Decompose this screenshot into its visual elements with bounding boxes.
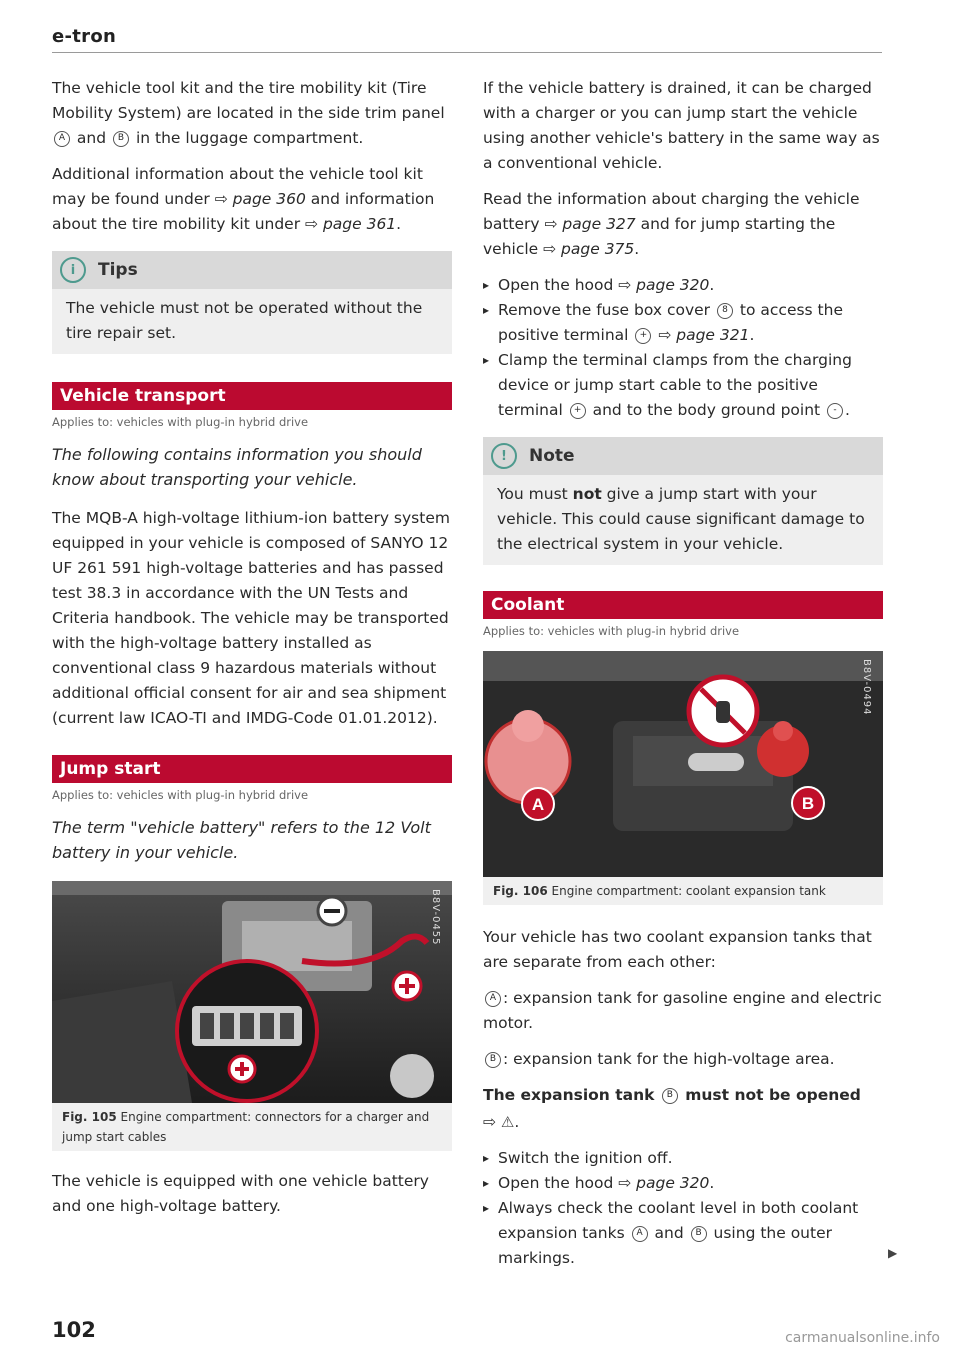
section-heading-vehicle-transport: Vehicle transport: [52, 382, 452, 410]
engine-connectors-photo: [52, 881, 452, 1103]
figure-105: [52, 881, 452, 1151]
jump-start-steps: [483, 273, 883, 423]
figure-id-label: B8V-0455: [430, 889, 441, 946]
battery-info-paragraph: The vehicle is equipped with one vehicle battery and one high-voltage battery.: [52, 1172, 429, 1215]
right-column: [483, 76, 883, 1283]
note-title: Note: [529, 445, 575, 466]
applies-to-note: Applies to: vehicles with plug-in hybrid drive: [483, 624, 740, 638]
callout-a: A: [485, 991, 501, 1007]
callout-b: B: [662, 1088, 678, 1104]
left-column: [52, 76, 452, 1230]
callout-b: B: [691, 1226, 707, 1242]
page-ref-link[interactable]: ⇨ page 361: [305, 215, 397, 233]
callout-a: A: [632, 1226, 648, 1242]
continue-arrow-icon: ▶: [888, 1246, 898, 1260]
tank-a-paragraph: A : expansion tank for gasoline engine and electric motor.: [483, 989, 882, 1032]
callout-a: A: [54, 131, 70, 147]
figure-caption: Fig. 106 Engine compartment: coolant expansion tank: [483, 877, 883, 905]
page-ref-link[interactable]: ⇨ page 327: [544, 215, 636, 233]
note-text: You must not give a jump start with your vehicle. This could cause significant damage to the electrical system in your vehicle.: [483, 475, 883, 565]
additional-info-paragraph: Additional information about the vehicle tool kit may be found under ⇨ page 360 and information about the tire mobility kit under ⇨ page 361.: [52, 165, 435, 233]
page-ref-link[interactable]: ⇨ page 360: [214, 190, 306, 208]
tips-text: The vehicle must not be operated without the tire repair set.: [52, 289, 452, 354]
plus-terminal-icon: +: [570, 403, 586, 419]
applies-to-note: Applies to: vehicles with plug-in hybrid drive: [52, 788, 309, 802]
list-item: ▸ Open the hood ⇨ page 320.: [483, 273, 883, 298]
do-not-open-warning: The expansion tank B must not be opened: [483, 1086, 861, 1104]
info-icon: i: [60, 257, 86, 283]
coolant-tanks-illustration: [483, 651, 883, 877]
warning-reference: ⇨ ⚠.: [483, 1110, 883, 1135]
tank-b-paragraph: B : expansion tank for the high-voltage area.: [483, 1047, 883, 1072]
note-header: [483, 437, 883, 475]
coolant-tanks-paragraph: Your vehicle has two coolant expansion tanks that are separate from each other:: [483, 928, 872, 971]
note-box: [483, 437, 883, 565]
svg-text:B: B: [801, 794, 815, 813]
tips-header: [52, 251, 452, 289]
transport-body: The MQB-A high-voltage lithium-ion battery system equipped in your vehicle is composed of SANYO 12 UF 261 591 high-voltage batteries and has passed test 38.3 in accordance with the UN Tests and Criteria handbook. The vehicle may be transported with the high-voltage battery installed as conventional class 9 hazardous materials without additional official consent for air and sea shipment (current law ICAO-TI and IMDG-Code 01.01.2012).: [52, 509, 450, 727]
read-info-paragraph: Read the information about charging the vehicle battery ⇨ page 327 and for jump starting the vehicle ⇨ page 375.: [483, 190, 860, 258]
callout-b: B: [485, 1052, 501, 1068]
section-heading-jump-start: Jump start: [52, 755, 452, 783]
page-ref-link[interactable]: ⇨ page 375: [543, 240, 635, 258]
callout-b: B: [113, 131, 129, 147]
page-ref-link[interactable]: ⇨ page 320: [618, 276, 710, 294]
figure-106: [483, 651, 883, 905]
figure-id-label: B8V-0494: [861, 659, 872, 716]
plus-terminal-icon: +: [635, 328, 651, 344]
transport-intro: The following contains information you should know about transporting your vehicle.: [52, 445, 422, 489]
header-divider: [52, 52, 882, 53]
exclamation-icon: !: [491, 443, 517, 469]
callout-8: 8: [717, 303, 733, 319]
jump-start-intro: The term "vehicle battery" refers to the 12 Volt battery in your vehicle.: [52, 818, 431, 862]
page-ref-link[interactable]: ⇨ page 321: [653, 326, 750, 344]
tool-kit-paragraph: The vehicle tool kit and the tire mobility kit (Tire Mobility System) are located in the side trim panel A and B in the luggage compartment.: [52, 79, 445, 147]
tips-title: Tips: [98, 259, 138, 280]
figure-caption: Fig. 105 Engine compartment: connectors for a charger and jump start cables: [52, 1103, 452, 1151]
warning-triangle-icon[interactable]: ⚠: [500, 1113, 515, 1131]
running-header: e-tron: [52, 26, 117, 47]
page-number: 102: [52, 1318, 96, 1342]
applies-to-note: Applies to: vehicles with plug-in hybrid drive: [52, 415, 309, 429]
engine-connectors-illustration: [52, 881, 452, 1103]
page-ref-link[interactable]: ⇨ page 320: [618, 1174, 710, 1192]
list-item: ▸ Clamp the terminal clamps from the charging device or jump start cable to the positive terminal + and to the body ground point - .: [483, 348, 883, 423]
list-item: ▸ Always check the coolant level in both coolant expansion tanks A and B using the outer markings.: [483, 1196, 883, 1271]
watermark: carmanualsonline.info: [785, 1330, 940, 1346]
coolant-tank-photo: [483, 651, 883, 877]
section-heading-coolant: Coolant: [483, 591, 883, 619]
svg-text:A: A: [531, 795, 545, 814]
list-item: ▸ Remove the fuse box cover 8 to access the positive terminal + ⇨ page 321.: [483, 298, 883, 348]
minus-terminal-icon: -: [827, 403, 843, 419]
coolant-steps: [483, 1146, 883, 1271]
list-item: ▸ Open the hood ⇨ page 320.: [483, 1171, 883, 1196]
list-item: ▸ Switch the ignition off.: [483, 1146, 883, 1171]
drained-battery-paragraph: If the vehicle battery is drained, it can be charged with a charger or you can jump start the vehicle using another vehicle's battery in the same way as a conventional vehicle.: [483, 79, 880, 172]
tips-box: [52, 251, 452, 354]
